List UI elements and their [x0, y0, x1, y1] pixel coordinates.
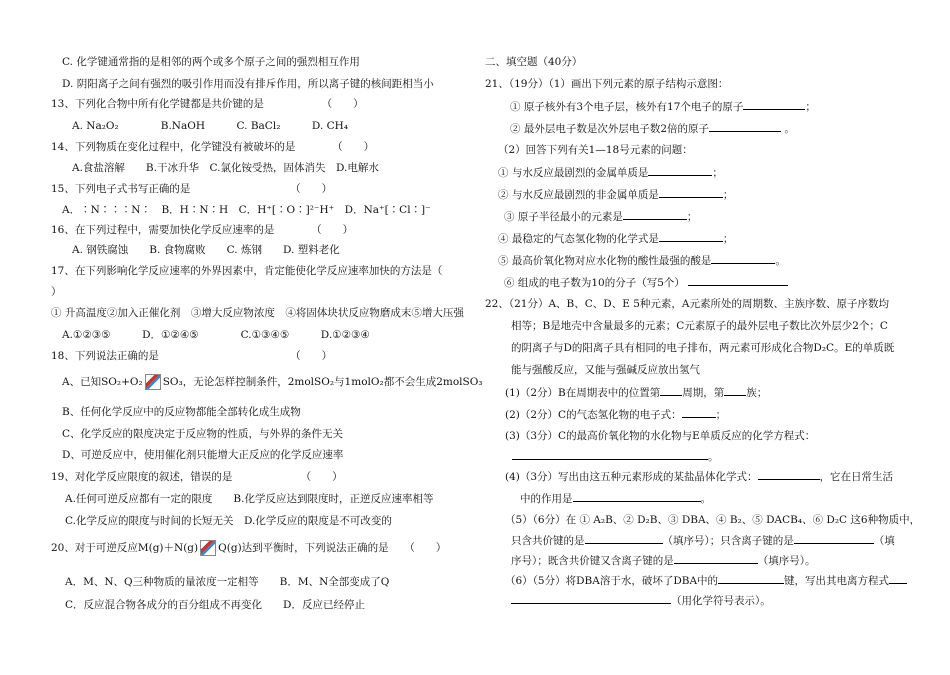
q16-stem: 16、在下列过程中，需要加快化学反应速率的是 （ ） [51, 224, 354, 236]
answer-blank[interactable] [743, 99, 805, 110]
answer-blank[interactable] [660, 385, 682, 396]
q19-stem: 19、对化学反应限度的叙述，错误的是 （ ） [51, 471, 343, 483]
section-2-title: 二、填空题（40分） [485, 56, 583, 68]
q18-option-a-part2: SO₃，无论怎样控制条件，2molSO₂与1molO₂都不会生成2molSO₃ [162, 376, 483, 388]
q22-5-line2: 只含共价键的是 （填序号）；只含离子键的是 （填 [511, 535, 895, 547]
reversible-arrow-icon [200, 540, 216, 556]
q22-stem-line1: 22、（21分）A、B、C、D、E 5种元素，A元素所处的周期数、主族序数、原子序数均 [485, 298, 889, 310]
q15-stem: 15、下列电子式书写正确的是 （ ） [51, 183, 333, 195]
q18-option-a [62, 374, 483, 390]
answer-blank[interactable] [648, 165, 712, 176]
q22-2: (2)（2分）C的气态氢化物的电子式： ； [505, 409, 727, 421]
q20-stem-part2: Q(g)达到平衡时，下列说法正确的是 （ ） [218, 542, 447, 554]
q22-1: (1)（2分）B在周期表中的位置第 周期，第 族； [505, 387, 768, 399]
answer-blank[interactable] [585, 533, 663, 544]
q22-5-stem: （5）（6分）在 ① A₂B、② D₂B、③ DBA、④ B₂、⑤ DACB₄、⑥ D₂C 这6种物质中， [505, 514, 921, 526]
q22-5-line3: 序号）；既含共价键又含离子键的是 （填序号）。 [511, 555, 816, 567]
q21-2-item6: ⑥ 组成的电子数为10的分子（写5个） [504, 275, 788, 290]
q22-3: (3)（3分）C的最高价氧化物的水化物与E单质反应的化学方程式： [505, 430, 816, 442]
answer-blank[interactable] [688, 275, 788, 286]
q21-2-item2: ② 与水反应最剧烈的非金属单质是 ； [498, 189, 734, 201]
q21-stem: 21、（19分）（1）画出下列元素的原子结构示意图： [485, 78, 729, 90]
q21-2-stem: （2）回答下列有关1—18号元素的问题： [498, 144, 693, 156]
q21-2-item4: ④ 最稳定的气态氢化物的化学式是 ； [498, 233, 734, 245]
q22-stem-line3: 的阴离子与D的阳离子具有相同的电子排布，两元素可形成化合物D₂C。E的单质既 [511, 342, 895, 354]
q14-stem: 14、下列物质在变化过程中，化学键没有被破坏的是 （ ） [51, 141, 375, 153]
q22-3-answer: 。 [512, 449, 719, 464]
q22-4-use: 中的作用是 。 [520, 493, 711, 505]
q20-stem-part1: 20、对于可逆反应M(g)＋N(g) [51, 542, 199, 554]
q21-2-item1: ① 与水反应最剧烈的金属单质是 ； [498, 167, 723, 179]
q21-1-item2: ② 最外层电子数是次外层电子数2倍的原子 。 [510, 123, 795, 135]
q22-stem-line2: 相等；B是地壳中含量最多的元素；C元素原子的最外层电子数比次外层少2个；C [511, 320, 888, 332]
q22-6: （6）（5分）将DBA溶于水，破坏了DBA中的 键，写出其电离方程式 [505, 573, 907, 588]
q20-stem [51, 540, 446, 556]
q12-option-d: D. 阴阳离子之间有强烈的吸引作用而没有排斥作用，所以离子键的核间距相当小 [62, 78, 434, 90]
reversible-arrow-icon [145, 374, 161, 390]
q18-option-b: B、任何化学反应中的反应物都能全部转化成生成物 [62, 406, 301, 418]
answer-blank[interactable] [718, 573, 784, 584]
q17-stem-end: ） [51, 286, 62, 298]
q17-options: A.①②③⑤ D．①②④⑤ C.①③④⑤ D.①②③④ [62, 329, 370, 341]
answer-blank[interactable] [511, 593, 671, 604]
q21-2-item3: ③ 原子半径最小的元素是 ； [504, 211, 698, 223]
q15-options: A．∶N∶∶∶N∶ B．H∶N∶H C．H⁺[∶O∶]²⁻H⁺ D．Na⁺[∶Cl∶]⁻ [62, 204, 431, 216]
answer-blank[interactable] [709, 121, 781, 132]
q16-options: A. 钢铁腐蚀 B. 食物腐败 C. 炼钢 D. 塑料老化 [72, 244, 340, 256]
answer-blank[interactable] [659, 231, 723, 242]
q18-stem: 18、下列说法正确的是 （ ） [51, 350, 333, 362]
q21-2-item5: ⑤ 最高价氧化物对应水化物的酸性最强的酸是 。 [498, 255, 786, 267]
answer-blank[interactable] [758, 469, 820, 480]
answer-blank[interactable] [724, 385, 746, 396]
q18-option-d: D、可逆反应中，使用催化剂只能增大正反应的化学反应速率 [62, 449, 344, 461]
q22-4: (4)（3分）写出由这五种元素形成的某盐晶体化学式： ，它在日常生活 [505, 471, 894, 483]
q18-option-a-part1: A、已知SO₂+O₂ [62, 376, 143, 388]
answer-blank[interactable] [512, 449, 708, 460]
answer-blank[interactable] [573, 491, 701, 502]
q17-conditions: ① 升高温度②加入正催化剂 ③增大反应物浓度 ④将固体块状反应物磨成末⑤增大压强 [51, 307, 464, 319]
q13-stem: 13、下列化合物中所有化学键都是共价键的是 （ ） [51, 98, 364, 110]
answer-blank[interactable] [682, 407, 716, 418]
answer-blank[interactable] [674, 553, 758, 564]
q20-options-ab: A．M、N、Q三种物质的量浓度一定相等 B．M、N全部变成了Q [65, 576, 390, 588]
q19-options-cd: C.化学反应的限度与时间的长短无关 D.化学反应的限度是不可改变的 [65, 515, 392, 527]
q12-option-c: C. 化学键通常指的是相邻的两个或多个原子之间的强烈相互作用 [62, 56, 360, 68]
answer-blank[interactable] [711, 253, 775, 264]
answer-blank[interactable] [889, 573, 907, 584]
q22-stem-line4: 能与强酸反应，又能与强碱反应放出氢气 [511, 364, 700, 376]
answer-blank[interactable] [623, 209, 687, 220]
q14-options: A.食盐溶解 B.干冰升华 C.氯化铵受热，固体消失 D.电解水 [72, 162, 379, 174]
q19-options-ab: A.任何可逆反应都有一定的限度 B.化学反应达到限度时，正逆反应速率相等 [65, 493, 434, 505]
q22-6-answer: （用化学符号表示）。 [511, 593, 771, 608]
q17-stem: 17、在下列影响化学反应速率的外界因素中，肯定能使化学反应速率加快的方法是（ [51, 265, 443, 277]
answer-blank[interactable] [659, 187, 723, 198]
answer-blank[interactable] [794, 533, 874, 544]
q13-options: A. Na₂O₂ B.NaOH C. BaCl₂ D. CH₄ [72, 120, 349, 132]
q21-1-item1: ① 原子核外有3个电子层，核外有17个电子的原子 ； [510, 101, 816, 113]
q20-options-cd: C．反应混合物各成分的百分组成不再变化 D．反应已经停止 [65, 599, 365, 611]
q18-option-c: C、化学反应的限度决定于反应物的性质，与外界的条件无关 [62, 428, 344, 440]
